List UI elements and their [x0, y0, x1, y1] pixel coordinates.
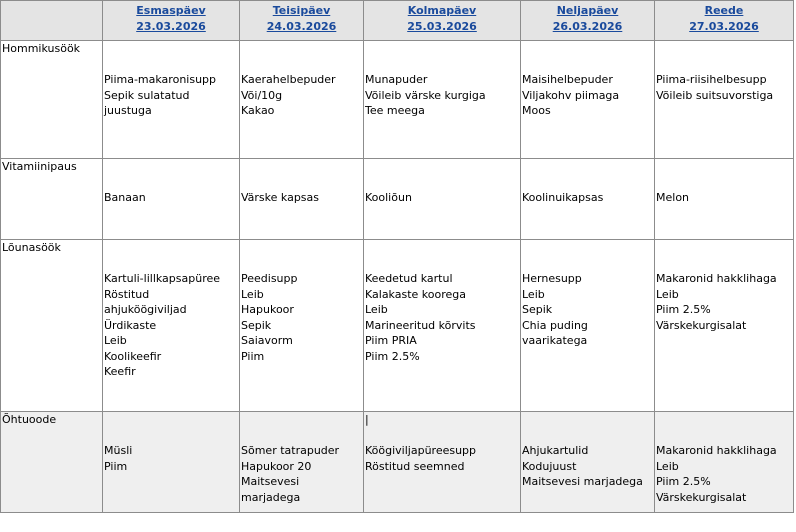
- meal-row: [1, 240, 794, 412]
- cell-spacer: [241, 240, 362, 256]
- menu-body: [1, 41, 794, 513]
- menu-item: Värskekurgisalat: [656, 318, 747, 332]
- menu-item: Moos: [522, 104, 551, 117]
- menu-cell-friday: [655, 240, 794, 412]
- menu-cell-friday: [655, 412, 794, 513]
- cell-spacer: [365, 428, 519, 444]
- menu-cell-thursday: [521, 240, 655, 412]
- cell-spacer: [522, 412, 653, 428]
- cell-spacer: [522, 175, 653, 191]
- menu-cell-monday: [103, 159, 240, 240]
- menu-item: Köögiviljapüreesupp: [365, 444, 477, 457]
- day-date: 24.03.2026: [266, 20, 337, 33]
- day-name: Kolmapäev: [407, 4, 477, 17]
- menu-item: Hapukoor: [241, 303, 294, 316]
- day-link-monday[interactable]: [104, 3, 238, 35]
- menu-cell-wednesday: [364, 159, 521, 240]
- menu-item: Leib: [365, 303, 388, 316]
- menu-item: Piim 2.5%: [656, 475, 711, 488]
- menu-item: Melon: [656, 191, 690, 204]
- cell-spacer: [656, 41, 792, 57]
- corner-cell: [1, 1, 103, 41]
- day-date: 27.03.2026: [689, 20, 759, 33]
- day-link-friday[interactable]: [656, 3, 792, 35]
- menu-item: Maisihelbepuder: [522, 73, 613, 86]
- meal-row: [1, 412, 794, 513]
- menu-item: Piima-riisihelbesupp: [656, 73, 767, 86]
- cell-spacer: [656, 159, 792, 175]
- menu-item: Ürdikaste: [104, 318, 157, 332]
- menu-item: ahjuköögiviljad: [104, 303, 187, 316]
- menu-item: Piim: [241, 349, 265, 363]
- menu-item: Sepik: [241, 318, 272, 332]
- menu-item: Makaronid hakklihaga: [656, 444, 777, 457]
- menu-cell-thursday: [521, 412, 655, 513]
- menu-item: Peedisupp: [241, 272, 298, 285]
- menu-item: Piim 2.5%: [656, 303, 711, 316]
- menu-item: Koolinuikapsas: [522, 191, 604, 204]
- menu-item: Viljakohv piimaga: [522, 88, 620, 102]
- cell-spacer: [656, 256, 792, 272]
- menu-item: Hapukoor 20: [241, 459, 312, 473]
- cell-spacer: [522, 240, 653, 256]
- menu-item: Chia puding: [522, 318, 588, 332]
- cell-spacer: [104, 256, 238, 272]
- menu-item: Keedetud kartul: [365, 272, 453, 285]
- menu-item: Marineeritud kõrvits: [365, 318, 476, 332]
- cell-spacer: [104, 175, 238, 191]
- menu-item: Koolikeefir: [104, 349, 162, 363]
- menu-item: Leib: [522, 287, 545, 301]
- day-header-tuesday: [240, 1, 364, 41]
- cell-spacer: [241, 428, 362, 444]
- day-name: Esmaspäev: [136, 4, 206, 17]
- menu-item: Keefir: [104, 365, 136, 378]
- meal-label: Lõunasöök: [1, 240, 103, 412]
- cell-spacer: [104, 412, 238, 428]
- cell-spacer: [241, 159, 362, 175]
- menu-item: Leib: [656, 287, 679, 301]
- meal-row: [1, 159, 794, 240]
- menu-item: Kakao: [241, 104, 275, 117]
- day-link-thursday[interactable]: [522, 3, 653, 35]
- cell-spacer: [656, 428, 792, 444]
- menu-item: Värskekurgisalat: [656, 490, 747, 504]
- menu-cell-monday: [103, 240, 240, 412]
- menu-item: Sepik sulatatud: [104, 88, 190, 102]
- cell-spacer: [241, 57, 362, 73]
- day-name: Neljapäev: [556, 4, 619, 17]
- cell-spacer: [522, 428, 653, 444]
- menu-item: Munapuder: [365, 73, 428, 86]
- menu-item: vaarikatega: [522, 334, 588, 347]
- menu-cell-monday: [103, 41, 240, 159]
- day-header-monday: [103, 1, 240, 41]
- menu-cell-wednesday: [364, 41, 521, 159]
- menu-item: Ahjukartulid: [522, 444, 589, 457]
- cell-spacer: [656, 240, 792, 256]
- menu-cell-tuesday: [240, 159, 364, 240]
- menu-item: Võileib värske kurgiga: [365, 88, 486, 102]
- day-link-wednesday[interactable]: [365, 3, 519, 35]
- day-header-wednesday: [364, 1, 521, 41]
- meal-label: Vitamiinipaus: [1, 159, 103, 240]
- cell-spacer: [104, 428, 238, 444]
- menu-item: Leib: [241, 287, 264, 301]
- menu-item: marjadega: [241, 490, 301, 504]
- menu-cell-friday: [655, 41, 794, 159]
- menu-item: Piima-makaronisupp: [104, 73, 217, 86]
- menu-item: Röstitud: [104, 287, 150, 301]
- cell-spacer: [241, 175, 362, 191]
- cell-spacer: [104, 41, 238, 57]
- menu-item: Kodujuust: [522, 459, 577, 473]
- menu-cell-wednesday: [364, 412, 521, 513]
- meal-row: [1, 41, 794, 159]
- cell-spacer: [656, 57, 792, 73]
- menu-item: juustuga: [104, 104, 152, 117]
- cell-spacer: [104, 57, 238, 73]
- day-name: Teisipäev: [272, 4, 331, 17]
- menu-item: Kartuli-lillkapsapüree: [104, 272, 221, 285]
- cell-spacer: [365, 57, 519, 73]
- menu-item: Piim PRIA: [365, 334, 417, 347]
- menu-cell-tuesday: [240, 412, 364, 513]
- menu-item: Maitsevesi: [241, 475, 300, 488]
- cell-marker: |: [365, 413, 369, 426]
- menu-cell-wednesday: [364, 240, 521, 412]
- cell-spacer: [365, 256, 519, 272]
- menu-item: Makaronid hakklihaga: [656, 272, 777, 285]
- menu-item: Värske kapsas: [241, 191, 320, 204]
- day-date: 25.03.2026: [407, 20, 477, 33]
- menu-item: Maitsevesi marjadega: [522, 475, 643, 488]
- menu-cell-friday: [655, 159, 794, 240]
- meal-label: Õhtuoode: [1, 412, 103, 513]
- menu-item: Sepik: [522, 303, 553, 316]
- day-header-thursday: [521, 1, 655, 41]
- cell-spacer: [241, 256, 362, 272]
- cell-spacer: [365, 240, 519, 256]
- menu-item: Piim 2.5%: [365, 349, 420, 363]
- cell-spacer: [104, 159, 238, 175]
- menu-item: Kaerahelbepuder: [241, 73, 336, 86]
- cell-spacer: [656, 412, 792, 428]
- menu-cell-tuesday: [240, 240, 364, 412]
- menu-item: Tee meega: [365, 104, 425, 117]
- menu-item: Saiavorm: [241, 334, 293, 347]
- header-row: [1, 1, 794, 41]
- cell-spacer: [522, 57, 653, 73]
- menu-item: Leib: [104, 334, 127, 347]
- menu-item: Leib: [656, 459, 679, 473]
- cell-spacer: [522, 41, 653, 57]
- menu-item: Banaan: [104, 191, 146, 204]
- day-name: Reede: [704, 4, 744, 17]
- menu-item: Sõmer tatrapuder: [241, 444, 340, 457]
- day-date: 23.03.2026: [136, 20, 206, 33]
- cell-spacer: [365, 159, 519, 175]
- cell-spacer: [522, 256, 653, 272]
- menu-item: Müsli: [104, 444, 133, 457]
- cell-spacer: [656, 175, 792, 191]
- cell-spacer: [365, 41, 519, 57]
- menu-cell-monday: [103, 412, 240, 513]
- menu-cell-tuesday: [240, 41, 364, 159]
- menu-item: Või/10g: [241, 88, 283, 102]
- menu-item: Võileib suitsuvorstiga: [656, 88, 774, 102]
- cell-spacer: [104, 240, 238, 256]
- day-link-tuesday[interactable]: [241, 3, 362, 35]
- menu-item: Piim: [104, 459, 128, 473]
- menu-item: Kooliõun: [365, 191, 412, 204]
- cell-spacer: [241, 412, 362, 428]
- day-date: 26.03.2026: [552, 20, 623, 33]
- cell-spacer: [241, 41, 362, 57]
- day-header-friday: [655, 1, 794, 41]
- cell-spacer: [365, 175, 519, 191]
- menu-cell-thursday: [521, 41, 655, 159]
- menu-item: Röstitud seemned: [365, 459, 465, 473]
- menu-item: Hernesupp: [522, 272, 582, 285]
- menu-cell-thursday: [521, 159, 655, 240]
- meal-label: Hommikusöök: [1, 41, 103, 159]
- cell-spacer: [522, 159, 653, 175]
- menu-item: Kalakaste koorega: [365, 287, 466, 301]
